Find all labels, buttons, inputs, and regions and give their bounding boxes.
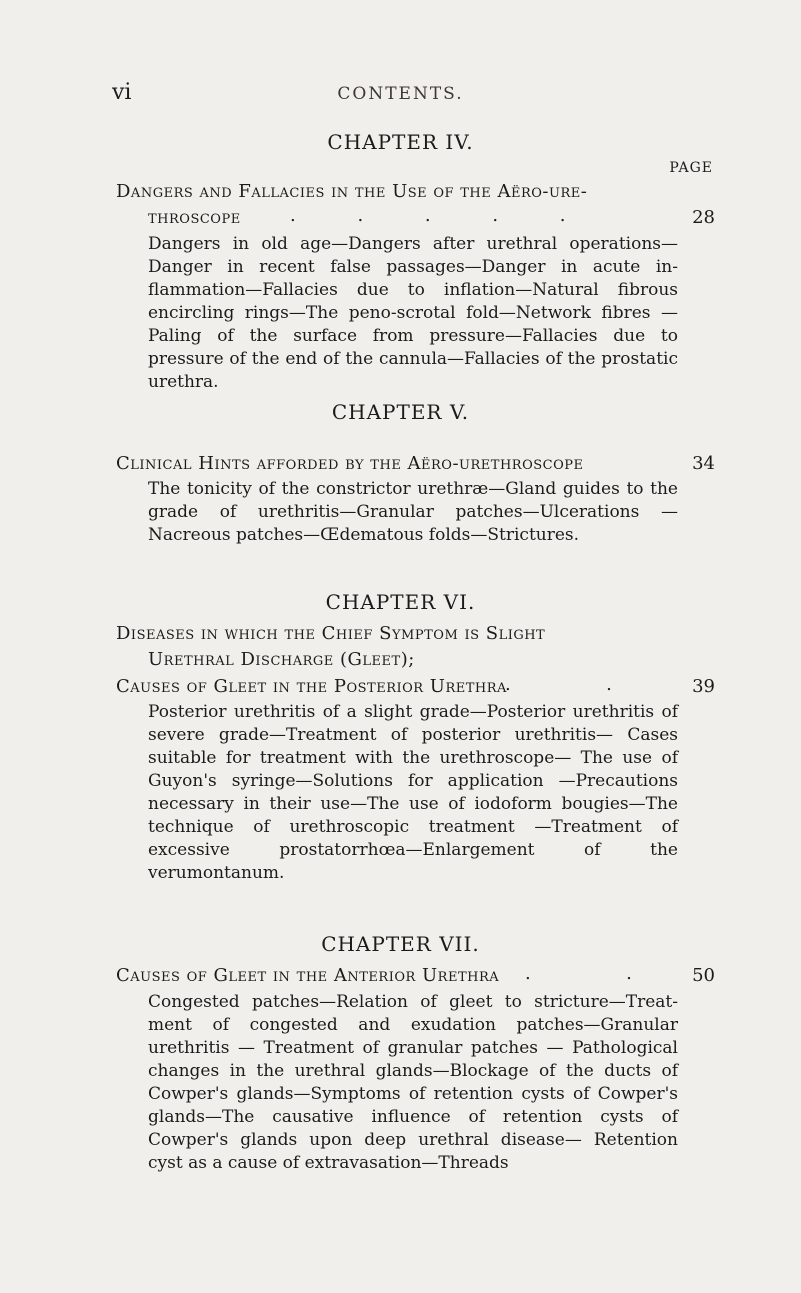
page-number: 39	[692, 676, 715, 697]
chapter-title-line: Diseases in which the Chief Symptom is Slight	[116, 623, 546, 644]
chapter-summary: The tonicity of the constrictor urethræ—Gland guides to the grade of urethritis—Granular patches—Ulcerations —Nacreous patches—Œdematous folds—Strictures.	[148, 479, 678, 545]
chapter-title-line: throscope	[148, 207, 241, 228]
chapter-heading: CHAPTER VI.	[325, 590, 476, 614]
chapter-title-line: Clinical Hints afforded by the Aëro-urethroscope	[116, 453, 584, 474]
chapter-heading: CHAPTER IV.	[327, 130, 474, 154]
page-number: 50	[692, 965, 715, 986]
chapter-title-line: Causes of Gleet in the Posterior Urethra	[116, 676, 507, 697]
page-number: 28	[692, 207, 715, 228]
chapter-title-line: Causes of Gleet in the Anterior Urethra	[116, 965, 500, 986]
chapter-title-line: Dangers and Fallacies in the Use of the Aëro-ure-	[116, 181, 588, 202]
dot-leader: . .	[505, 674, 640, 695]
page-column-label: PAGE	[669, 160, 713, 176]
dot-leader: . .	[525, 963, 660, 984]
chapter-heading: CHAPTER V.	[331, 400, 470, 424]
chapter-summary: Posterior urethritis of a slight grade—Posterior urethritis of severe grade—Treatment of posterior urethritis— Cases suitable for treatment with the urethroscope— The use of Guyon's syringe—Solutions for application —Precautions necessary in their use—The use of iodoform bougies—The technique of urethroscopic treatment —Treatment of excessive prostatorrhœa—Enlargement of the verumontanum.	[148, 702, 678, 883]
chapter-summary: Congested patches—Relation of gleet to stricture—Treatment of congested and exudation patches—Granular urethritis — Treatment of granular patches — Pathological changes in the urethral glands—Blockage of the ducts of Cowper's glands—Symptoms of retention cysts of Cowper's glands—The causative influence of retention cysts of Cowper's glands upon deep urethral disease— Retention cyst as a cause of extravasation—Threads	[148, 992, 678, 1173]
chapter-summary: Dangers in old age—Dangers after urethral operations—Danger in recent false passages—Danger in acute inflammation—Fallacies due to inflation—Natural fibrous encircling rings—The peno-scrotal fold—Network fibres —Paling of the surface from pressure—Fallacies due to pressure of the end of the cannula—Fallacies of the prostatic urethra.	[148, 234, 678, 392]
running-title: CONTENTS.	[337, 84, 464, 104]
chapter-heading: CHAPTER VII.	[321, 932, 480, 956]
page-header	[0, 80, 801, 110]
folio-number: vi	[112, 80, 132, 105]
page-number: 34	[692, 453, 715, 474]
chapter-title-line: Urethral Discharge (Gleet);	[148, 649, 415, 670]
dot-leader: . . . . .	[290, 205, 594, 226]
